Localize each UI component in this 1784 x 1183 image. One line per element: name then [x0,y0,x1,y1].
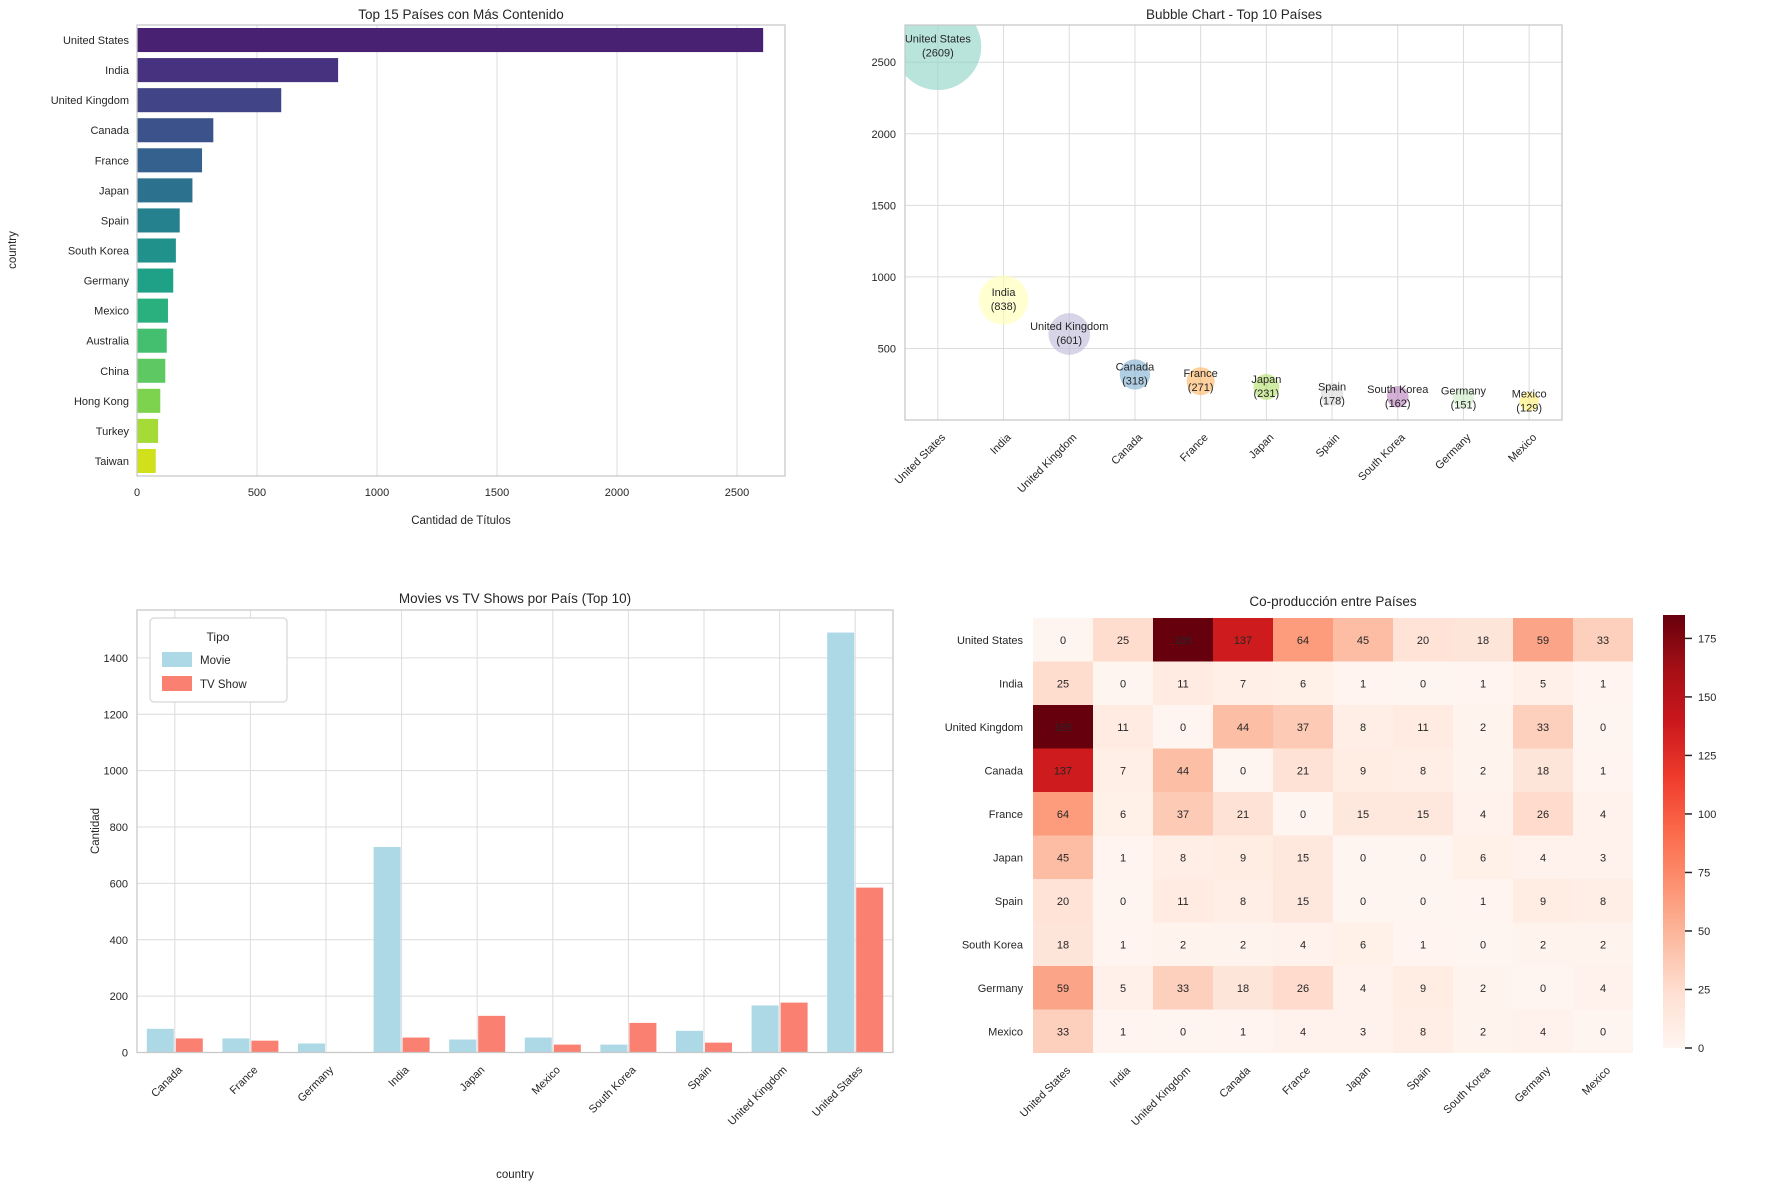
heatmap-cell-value: 3 [1359,1026,1367,1039]
legend-label-tvshow: TV Show [200,679,247,691]
chart4-title: Co-producción entre Países [1249,594,1417,609]
heatmap-cell-value: 6 [1119,808,1127,821]
heatmap-cell-value: 1 [1239,1026,1247,1039]
bar-movie [752,1005,779,1052]
heatmap-cell-value: 6 [1479,852,1487,865]
col-label: Japan [1343,1064,1374,1095]
heatmap-cell-value: 1 [1119,939,1127,952]
heatmap-cell-value: 0 [1419,852,1427,865]
heatmap-cell-value: 0 [1059,634,1067,647]
row-label: Mexico [988,1026,1023,1039]
y-category-label: India [105,65,129,78]
bar-tvshow [781,1003,808,1053]
bubble-name-label: Spain [1317,381,1347,394]
heatmap-cell-value: 5 [1119,982,1127,995]
chart-bubble [872,3,1562,495]
y-tick-label: 600 [109,878,128,891]
heatmap-cell-value: 9 [1539,895,1547,908]
heatmap-cell-value: 2 [1599,939,1607,952]
x-tick-label: South Korea [1356,431,1408,484]
bar-movie [374,847,401,1052]
row-label: Japan [993,852,1023,865]
bubble-value-label: (318) [1122,375,1148,388]
bubble-name-label: Mexico [1511,388,1547,401]
bar-movie [525,1038,552,1053]
x-tick-label: Canada [1109,431,1146,468]
bubble-name-label: United States [904,33,971,46]
bubble-name-label: Canada [1115,361,1155,374]
bubble [979,275,1028,324]
heatmap-cell-value: 0 [1179,1026,1187,1039]
row-label: South Korea [961,939,1023,952]
bubble-name-label: India [991,287,1016,300]
x-tick-label: Spain [685,1064,715,1093]
colorbar-tick-label: 150 [1698,691,1717,704]
heatmap-cell-value: 44 [1176,765,1190,778]
heatmap-cell-value: 8 [1239,895,1247,908]
x-tick-label: South Korea [586,1064,639,1116]
heatmap-cell-value: 26 [1536,808,1550,821]
heatmap-cell-value: 11 [1177,895,1189,908]
heatmap-cell-value: 0 [1479,939,1487,952]
bubble-name-label: South Korea [1367,383,1429,396]
legend [150,618,287,702]
heatmap-cell-value: 8 [1419,1026,1427,1039]
heatmap-cell-value: 2 [1539,939,1547,952]
y-category-label: Germany [83,275,129,288]
heatmap-cell-value: 2 [1479,765,1487,778]
heatmap-cell-value: 15 [1296,895,1310,908]
heatmap-cell-value: 33 [1176,982,1190,995]
y-tick-label: 800 [109,822,128,835]
heatmap-cell-value: 1 [1419,939,1427,952]
y-tick-label: 200 [109,991,128,1004]
heatmap-cell-value: 8 [1179,852,1187,865]
y-category-label: Taiwan [94,455,129,468]
colorbar-tick-label: 0 [1698,1043,1705,1055]
heatmap-cell-value: 0 [1119,895,1127,908]
bubble [1048,313,1090,355]
heatmap-cell-value: 9 [1239,852,1247,865]
heatmap-cell-value: 59 [1536,634,1550,647]
x-tick-label: Japan [1246,431,1277,462]
bar [137,299,168,323]
bubble [894,3,981,90]
y-tick-label: 400 [109,934,128,947]
bubble-value-label: (231) [1253,387,1280,400]
heatmap-cell-value: 0 [1359,895,1367,908]
x-tick-label: Mexico [1506,431,1540,465]
col-label: Spain [1404,1064,1434,1094]
heatmap-cell-value: 25 [1056,678,1070,691]
x-tick-label: Mexico [529,1064,563,1098]
heatmap-cell-value: 1 [1119,1026,1127,1039]
heatmap-cell-value: 3 [1599,852,1607,865]
heatmap-cell-value: 20 [1056,895,1070,908]
heatmap-cell-value: 44 [1236,721,1250,734]
bubble-value-label: (601) [1056,334,1083,347]
heatmap-cell-value: 4 [1359,982,1367,995]
row-label: Canada [984,765,1023,778]
chart3-title: Movies vs TV Shows por País (Top 10) [398,591,632,606]
legend-swatch-movie [162,652,192,667]
heatmap-cell-value: 4 [1299,1026,1307,1039]
heatmap-cell-value: 45 [1356,634,1370,647]
heatmap-cell-value: 0 [1599,721,1607,734]
x-tick-label: 500 [247,487,267,499]
heatmap-cell-value: 15 [1356,808,1370,821]
chart2-title: Bubble Chart - Top 10 Países [1145,7,1323,22]
row-label: United States [956,634,1023,647]
col-label: France [1280,1064,1314,1098]
bubble-value-label: (162) [1384,397,1411,410]
row-label: India [999,678,1023,691]
bar-tvshow [856,888,883,1053]
x-tick-label: Spain [1313,431,1343,461]
x-tick-label: United States [892,431,948,487]
bubble-value-label: (178) [1319,395,1345,408]
y-category-label: United Kingdom [50,95,129,108]
y-tick-label: 2500 [871,57,896,70]
colorbar-tick-label: 50 [1698,925,1711,938]
colorbar-tick-label: 175 [1698,633,1717,646]
x-tick-label: United States [810,1064,866,1120]
heatmap-cell-value: 18 [1056,939,1070,952]
bubble-name-label: France [1183,368,1218,381]
chart-top-countries [51,25,785,499]
y-tick-label: 1200 [103,709,128,722]
bar-movie [298,1043,325,1052]
colorbar-tick-label: 100 [1698,808,1717,821]
col-label: India [1107,1064,1134,1090]
heatmap-cell-value: 0 [1599,1026,1607,1039]
bar-tvshow [554,1045,581,1053]
heatmap-cell-value: 2 [1179,939,1187,952]
y-category-label: Spain [100,215,129,228]
heatmap-cell-value: 15 [1296,852,1310,865]
bar [137,329,167,353]
bar [137,208,180,232]
bar [137,58,338,82]
bar [137,269,173,293]
bubble-name-label: Japan [1251,373,1282,386]
heatmap-cell-value: 11 [1177,678,1189,691]
legend-title: Tipo [206,630,230,644]
heatmap-cell-value: 37 [1296,721,1310,734]
bar [137,238,176,262]
x-tick-label: United Kingdom [1015,431,1080,496]
heatmap-cell-value: 37 [1176,808,1190,821]
heatmap-cell-value: 0 [1179,721,1187,734]
bar-tvshow [478,1016,505,1053]
chart1-title: Top 15 Países con Más Contenido [358,7,564,22]
bar-tvshow [629,1023,656,1053]
heatmap-cell-value: 8 [1599,895,1607,908]
heatmap-cell-value: 0 [1419,678,1427,691]
heatmap-cell-value: 0 [1299,808,1307,821]
bar [137,88,281,112]
row-label: Germany [977,982,1023,995]
heatmap-cell-value: 4 [1539,852,1547,865]
bubble-value-label: (271) [1187,382,1214,395]
heatmap-cell-value: 18 [1536,765,1550,778]
heatmap-cell-value: 11 [1117,721,1129,734]
heatmap-cell-value: 185 [1053,721,1073,734]
legend-swatch-tvshow [162,676,192,691]
heatmap-cell-value: 7 [1239,678,1247,691]
bar-movie [449,1040,476,1053]
y-tick-label: 0 [121,1047,128,1060]
heatmap-cell-value: 8 [1419,765,1427,778]
col-label: United States [1017,1064,1074,1120]
colorbar-tick-label: 75 [1698,867,1711,880]
bubble-value-label: (838) [990,301,1017,314]
y-tick-label: 1000 [871,271,896,284]
bar [137,449,156,473]
heatmap-cell-value: 45 [1056,852,1070,865]
chart3-xlabel: country [496,1169,534,1181]
col-label: Canada [1217,1064,1254,1101]
bar [137,419,158,443]
x-tick-label: Germany [295,1064,337,1105]
heatmap-cell-value: 1 [1479,895,1487,908]
x-tick-label: Canada [149,1064,185,1100]
heatmap-cell-value: 1 [1599,765,1607,778]
y-category-label: Canada [90,125,129,138]
heatmap-cell-value: 25 [1116,634,1130,647]
col-label: United Kingdom [1129,1064,1194,1129]
heatmap-cell-value: 4 [1599,808,1607,821]
y-tick-label: 2000 [871,128,896,141]
y-category-label: South Korea [67,245,129,258]
chart-coproduction-heatmap [945,615,1717,1128]
y-category-label: United States [62,35,129,48]
x-tick-label: France [1178,431,1211,465]
x-tick-label: 0 [133,487,141,499]
heatmap-cell-value: 1 [1479,678,1487,691]
col-label: Germany [1512,1064,1554,1106]
bar-movie [222,1038,249,1052]
heatmap-cell-value: 2 [1479,1026,1487,1039]
colorbar-tick-label: 125 [1698,750,1717,763]
heatmap-cell-value: 2 [1239,939,1247,952]
x-tick-label: India [988,431,1014,457]
heatmap-cell-value: 11 [1417,721,1429,734]
heatmap-cell-value: 9 [1359,765,1367,778]
x-tick-label: 2500 [724,487,750,499]
y-tick-label: 1000 [103,765,128,778]
heatmap-cell-value: 59 [1056,982,1070,995]
heatmap-cell-value: 21 [1296,765,1310,778]
chart1-xlabel: Cantidad de Títulos [411,515,511,527]
x-tick-label: Japan [457,1064,488,1094]
heatmap-cell-value: 137 [1053,765,1073,778]
heatmap-cell-value: 6 [1299,678,1307,691]
x-tick-label: United Kingdom [725,1064,790,1128]
bar-tvshow [403,1038,430,1053]
bar [137,359,165,383]
heatmap-cell-value: 4 [1479,808,1487,821]
heatmap-cell-value: 8 [1359,721,1367,734]
heatmap-cell-value: 21 [1236,808,1250,821]
heatmap-cell-value: 2 [1479,721,1487,734]
x-tick-label: India [386,1064,412,1090]
x-tick-label: 1500 [484,487,510,499]
heatmap-cell-value: 20 [1416,634,1430,647]
heatmap-cell-value: 18 [1476,634,1490,647]
heatmap-cell-value: 0 [1419,895,1427,908]
bubble-value-label: (129) [1516,402,1542,415]
heatmap-cell-value: 4 [1599,982,1607,995]
heatmap-cell-value: 0 [1239,765,1247,778]
y-tick-label: 1400 [103,652,128,665]
bar-tvshow [176,1038,203,1052]
x-tick-label: 1000 [364,487,390,499]
bar [137,389,160,413]
legend-label-movie: Movie [200,655,231,667]
heatmap-cell-value: 185 [1173,634,1193,647]
heatmap-cell-value: 1 [1119,852,1127,865]
chart1-ylabel: country [7,231,19,269]
y-tick-label: 1500 [871,200,896,213]
y-category-label: Turkey [95,425,129,438]
bar [137,118,213,142]
heatmap-cell-value: 26 [1296,982,1310,995]
heatmap-cell-value: 2 [1479,982,1487,995]
row-label: United Kingdom [944,721,1023,734]
bubble-value-label: (2609) [921,47,954,60]
bar-movie [147,1029,174,1053]
colorbar [1663,615,1685,1048]
heatmap-cell-value: 33 [1056,1026,1070,1039]
heatmap-cell-value: 1 [1599,678,1607,691]
x-tick-label: 2000 [604,487,630,499]
heatmap-cell-value: 7 [1119,765,1127,778]
row-label: Spain [994,895,1023,908]
y-category-label: France [94,155,129,168]
x-tick-label: Germany [1433,431,1474,473]
heatmap-cell-value: 137 [1233,634,1253,647]
bubble-layer [894,3,1538,411]
heatmap-cell-value: 6 [1359,939,1367,952]
heatmap-cell-value: 64 [1296,634,1310,647]
heatmap-cell-value: 0 [1119,678,1127,691]
col-label: South Korea [1441,1064,1494,1117]
bubble-name-label: Germany [1440,385,1487,398]
y-category-label: Japan [99,185,129,198]
colorbar-tick-label: 25 [1698,984,1711,997]
bubble-name-label: United Kingdom [1030,320,1109,333]
heatmap-cell-value: 33 [1536,721,1550,734]
y-category-label: China [100,365,129,378]
heatmap-cell-value: 33 [1596,634,1610,647]
col-label: Mexico [1579,1064,1614,1098]
bar [137,28,763,52]
heatmap-cell-value: 1 [1359,678,1367,691]
heatmap-cell-value: 0 [1359,852,1367,865]
heatmap-cell-value: 4 [1299,939,1307,952]
bar [137,178,192,202]
y-category-label: Hong Kong [73,395,129,408]
bar-movie [827,633,854,1053]
bar-tvshow [705,1043,732,1053]
chart-movies-tv [104,610,893,1128]
y-category-label: Australia [86,335,129,348]
heatmap-cell-value: 64 [1056,808,1070,821]
heatmap-cell-value: 5 [1539,678,1547,691]
chart3-ylabel: Cantidad [90,807,102,855]
heatmap-cell-value: 0 [1539,982,1547,995]
bar-movie [600,1045,627,1053]
heatmap-cell-value: 18 [1236,982,1250,995]
row-label: France [988,808,1023,821]
bar-tvshow [251,1041,278,1053]
x-tick-label: France [227,1064,261,1097]
bar-movie [676,1031,703,1053]
heatmap-cell-value: 9 [1419,982,1427,995]
y-category-label: Mexico [94,305,129,318]
heatmap-cell-value: 4 [1539,1026,1547,1039]
bubble-value-label: (151) [1450,399,1477,412]
bar [137,148,202,172]
heatmap-cell-value: 15 [1416,808,1430,821]
y-tick-label: 500 [877,343,896,356]
